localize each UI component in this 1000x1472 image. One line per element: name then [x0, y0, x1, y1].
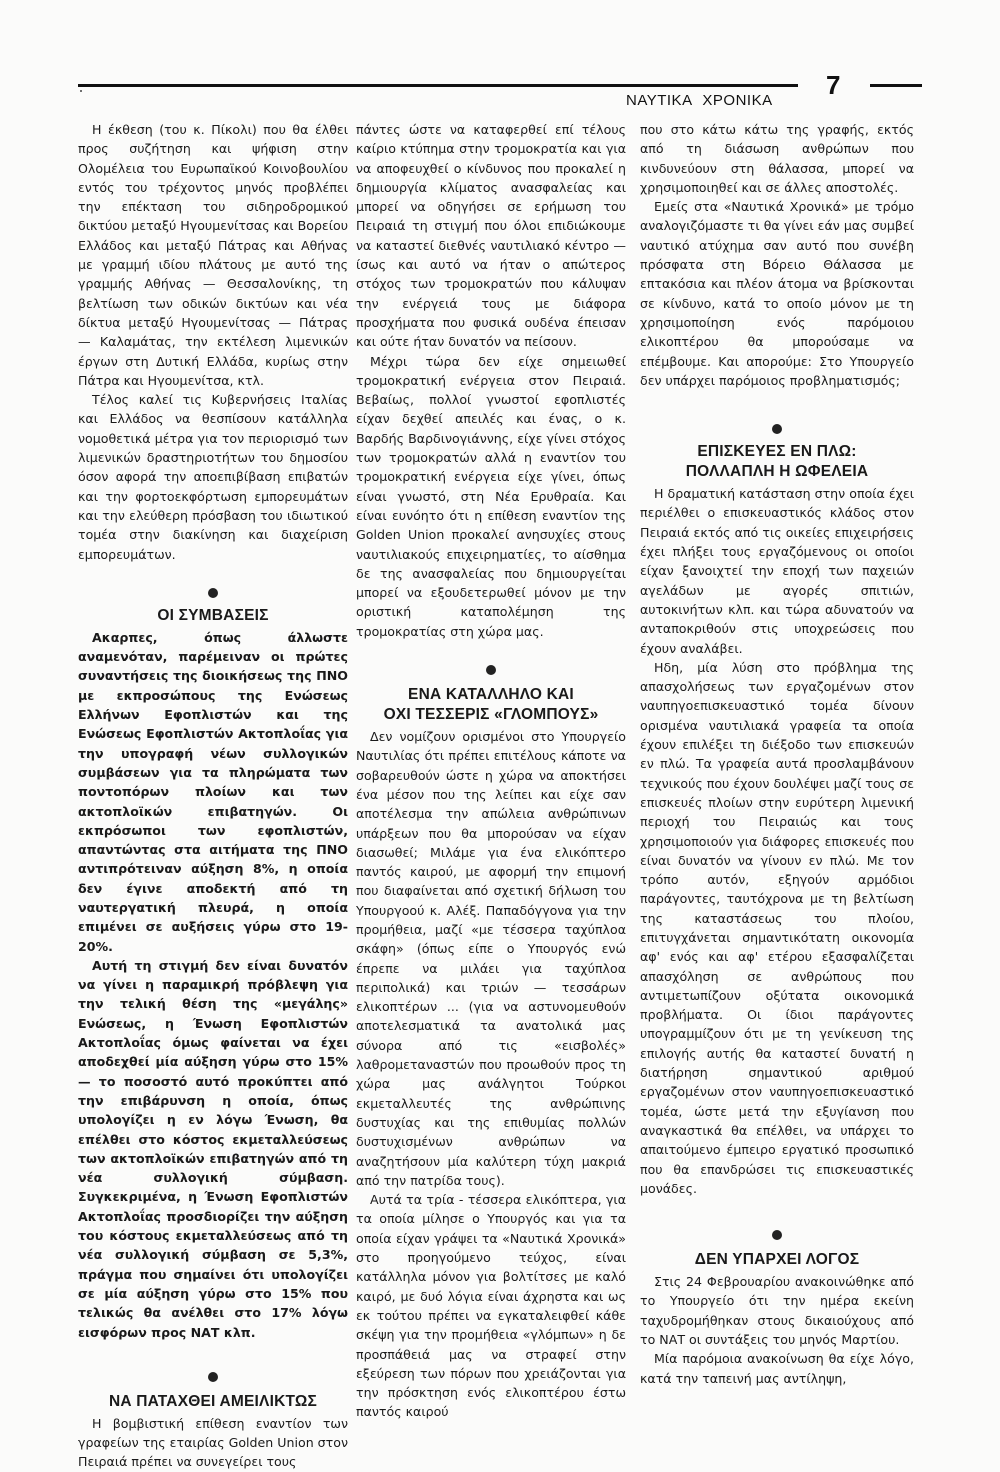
scan-speck	[80, 90, 82, 92]
paragraph: Η βομβιστική επίθεση εναντίον των γραφείων της εταιρίας Golden Union στον Πειραιά πρέπει να συνεγείρει τους	[78, 1415, 348, 1470]
paragraph: Η έκθεση (του κ. Πίκολι) που θα έλθει προς συζήτηση και ψήφιση στην Ολομέλεια του Ευρωπαϊκού Κοινοβουλίου εντός του τρέχοντος μηνός προβλέπει την επέκταση του σιδηροδρομικού δικτύου μεταξύ Ηγουμενίτσας και Βορείου Ελλάδος και μεταξύ Πάτρας και Αθήνας με γραμμή ιδίου πλάτους με αυτό της γραμμής Αθήνας — Θεσσαλονίκης, τη βελτίωση των οδικών δικτύων και νέα δίκτυα μεταξύ Ηγουμενίτσας — Πάτρας — Καλαμάτας, την εκτέλεση λιμενικών έργων στη Δυτική Ελλάδα, κυρίως στην Πάτρα και Ηγουμενίτσα, κτλ.	[78, 122, 348, 388]
paragraph: πάντες ώστε να καταφερθεί επί τέλους καίριο κτύπημα στην τρομοκρατία και για να αποφευχθεί ο κίνδυνος που προκαλεί η δημιουργία κλίματος ανασφαλείας και μπορεί να οδηγήσει σε ερήμωση του Πειραιά τη στιγμή που όλοι επιδιώκουμε να καταστεί διεθνές ναυτιλιακό κέντρο — ίσως και αυτό να ήταν ο απώτερος στόχος των τρομοκρατών που κάλυψαν την ενέργειά τους με διάφορα προσχήματα που φυσικά ουδένα έπεισαν και ούτε ήταν δυνατόν να πείσουν.	[356, 122, 626, 350]
paragraph: Δεν νομίζουν ορισμένοι στο Υπουργείο Ναυτιλίας ότι πρέπει επιτέλους κάποτε να σοβαρευθούν ώστε η χώρα να αποκτήσει ένα μέσον που της λείπει και είχε σαν αποτέλεσμα την απώλεια ανθρώπινων υπάρξεων που θα μπορούσαν να είχαν διασωθεί; Μιλάμε για ένα ελικόπτερο παντός καιρού, με αφορμή την επιμονή που διαφαίνεται από σχετική δήλωση του Υπουργοού κ. Αλέξ. Παπαδόγγονα για την προμήθεια, μαζί «με τέσσερα ταχύπλοα σκάφη» (όπως είπε ο Υπουργός ενώ έπρεπε να μιλάει για ταχύπλοα περιπολικά) και τριών — τεσσάρων ελικοπτέρων ... (για να αστυνομευθούν αποτελεσματικά τα ανατολικά μας σύνορα από τις «εισβολές» λαθρομεταναστών που προωθούν προς τη χώρα μας ανάλγητοι Τούρκοι εκμεταλλευτές της ανθρώπινης δυστυχίας και της επιθυμίας πολλών δυστυχισμένων ανθρώπων να αναζητήσουν μία καλύτερη τύχη μακριά από την πατρίδα τους).	[356, 729, 626, 1188]
paragraph: Τέλος καλεί τις Κυβερνήσεις Ιταλίας και Ελλάδος να θεσπίσουν κατάλληλα νομοθετικά μέτρα για τον περιορισμό των λιμενικών δραστηριοτήτων του δημοσίου όσον αφορά την αποεπιβίβαση επιβατών και την φορτοεκφόρτωση εμπορευμάτων και την ελεύθερη πρόσβαση του ιδιωτικού τομέα στην διακίνηση και διαχείριση εμπορευμάτων.	[78, 392, 348, 562]
section-bullet-icon	[772, 1230, 782, 1240]
section-bullet-icon	[486, 665, 496, 675]
section-heading: ΔΕΝ ΥΠΑΡΧΕΙ ΛΟΓΟΣ	[694, 1251, 860, 1269]
section-bullet-icon	[208, 588, 218, 598]
column-2	[356, 120, 626, 1422]
paragraph: Η δραματική κατάσταση στην οποία έχει περιέλθει ο επισκευαστικός κλάδος στον Πειραιά εκτός από τις οικείες επιχειρήσεις έχει πλήξει τους εργαζόμενους οι οποίοι είχαν ξανοιχτεί την εποχή των παχειών αγελάδων με αγορές σπιτιών, αυτοκινήτων κλπ. και τώρα αδυνατούν να ανταποκριθούν στις υποχρεώσεις που έχουν αναλάβει.	[640, 486, 914, 656]
column-3	[640, 120, 914, 1388]
section-heading-line-1: ΕΝΑ ΚΑΤΑΛΛΗΛΟ ΚΑΙ	[408, 686, 574, 704]
paragraph: Ακαρπες, όπως άλλωστε αναμενόταν, παρέμειναν οι πρώτες συναντήσεις της διοικήσεως της ΠΝΟ με εκπροσώπους της Ενώσεως Ελλήνων Εφοπλιστών και της Ενώσεως Εφοπλιστών Ακτοπλοΐας για την υπογραφή νέων συλλογικών συμβάσεων για τα πληρώματα των ποντοπόρων πλοίων και των ακτοπλοϊκών επιβατηγών. Οι εκπρόσωποι των εφοπλιστών, απαντώντας στα αιτήματα της ΠΝΟ αντιπρότειναν αύξηση 8%, η οποία δεν έγινε αποδεκτή από τη ναυτεργατική πλευρά, η οποία επιμένει σε αυξήσεις γύρω στο 19-20%.	[78, 629, 348, 954]
section-heading: ΟΙ ΣΥΜΒΑΣΕΙΣ	[157, 606, 269, 624]
section-bullet-icon	[772, 424, 782, 434]
paragraph: Ηδη, μία λύση στο πρόβλημα της απασχολήσεως των εργαζομένων στον ναυπηγοεπισκευαστικό τομέα δίνουν ορισμένα ναυτιλιακά γραφεία τα οποία έχουν επιλέξει τη διέξοδο των επισκευών εν πλώ. Τα γραφεία αυτά προσλαμβάνουν τεχνικούς που έχουν δουλέψει μαζί τους σε επισκευές πλοίων στην ευρύτερη λιμενική περιοχή του Πειραιώς και τους χρησιμοποιούν για διάφορες επισκευές που είναι δυνατόν να γίνουν εν πλώ. Με τον τρόπο αυτόν, εξηγούν αρμόδιοι παράγοντες, ταυτόχρονα με τη βελτίωση της καταστάσεως του πλοίου, επιτυγχάνεται σημαντικότατη οικονομία αφ' ενός και αφ' ετέρου εξασφαλίζεται απασχόληση σε ανθρώπους που αντιμετωπίζουν οξύτατα οικονομικά προβλήματα. Οι ίδιοι παράγοντες υπογραμμίζουν ότι με τη γενίκευση της επιλογής αυτής θα καταστεί δυνατή η διατήρηση σημαντικού αριθμού εργαζομένων στον ναυπηγοεπισκευαστικό τομέα, ώστε μετά την εξυγίανση που αναγκαστικά θα επέλθει, να υπάρχει το απαιτούμενο έμπειρο εργατικό προσωπικό που θα επανδρώσει τις επισκευαστικές μονάδες.	[640, 659, 914, 1196]
section-heading-line-2: ΠΟΛΛΑΠΛΗ Η ΩΦΕΛΕΙΑ	[685, 463, 869, 481]
paragraph: Μέχρι τώρα δεν είχε σημειωθεί τρομοκρατική ενέργεια στον Πειραιά. Βεβαίως, πολλοί γνωστοί εφοπλιστές είχαν δεχθεί απειλές και ένας, ο κ. Βαρδής Βαρδινογιάννης, είχε γίνει στόχος των τρομοκρατών αλλά η εναντίον του τρομοκρατική ενέργεια είχε γίνει, όπως είναι γνωστό, στη Νέα Ερυθραία. Και είναι ευνόητο ότι η επίθεση εναντίον της Golden Union προκαλεί ανησυχίες στους ναυτιλιακούς επιχειρηματίες, το αίσθημα δε της ανασφαλείας που δημιουργείται μπορεί να εξουδετερωθεί μόνον με την οριστική καταπολέμηση της τρομοκρατίας στη χώρα μας.	[356, 353, 626, 639]
section-heading-line-2: ΟΧΙ ΤΕΣΣΕΡΙΣ «ΓΛΟΜΠΟΥΣ»	[383, 706, 599, 724]
section-bullet-icon	[208, 1372, 218, 1382]
page-number: 7	[826, 70, 841, 100]
header-rule-right	[870, 84, 922, 87]
column-1	[78, 120, 348, 1472]
article-body-bold	[78, 628, 348, 1342]
section-heading-line-1: ΕΠΙΣΚΕΥΕΣ ΕΝ ΠΛΩ:	[697, 443, 857, 461]
publication-title: ΝΑΥΤΙΚΑ ΧΡΟΝΙΚΑ	[626, 92, 773, 109]
header-rule-left	[78, 84, 798, 87]
paragraph: που στο κάτω κάτω της γραφής, εκτός από τη διάσωση ανθρώπων που κινδυνεύουν στη θάλασσα, μπορεί να χρησιμοποιηθεί και σε άλλες αποστολές.	[640, 122, 914, 195]
paragraph: Αυτή τη στιγμή δεν είναι δυνατόν να γίνει η παραμικρή πρόβλεψη για την τελική θέση της «μεγάλης» Ενώσεως, η Ένωση Εφοπλιστών Ακτοπλοΐας όμως φαίνεται να έχει αποδεχθεί μία αύξηση γύρω στο 15% — το ποσοστό αυτό προκύπτει από την επιβάρυνση η οποία, όπως υπολογίζει η εν λόγω Ένωση, θα επέλθει στο κόστος εκμεταλλεύσεως των ακτοπλοϊκών επιβατηγών από τη νέα συλλογική σύμβαση. Συγκεκριμένα, η Ένωση Εφοπλιστών Ακτοπλοΐας προσδιορίζει την αύξηση του κόστους εκμεταλλεύσεως από τη νέα συλλογική σύμβαση σε 5,3%, πράγμα που σημαίνει ότι υπολογίζει σε μία αύξηση γύρω στο 15% που τελικώς θα ανέλθει στο 17% λόγω εισφόρων προς ΝΑΤ κλπ.	[78, 957, 348, 1340]
paragraph: Στις 24 Φεβρουαρίου ανακοινώθηκε από το Υπουργείο ότι την ημέρα εκείνη ταχυδρομήθηκαν στους δικαιούχους από το ΝΑΤ οι συντάξεις του μηνός Μαρτίου.	[640, 1274, 914, 1348]
section-heading: ΝΑ ΠΑΤΑΧΘΕΙ ΑΜΕΙΛΙΚΤΩΣ	[109, 1392, 317, 1410]
paragraph: Μία παρόμοια ανακοίνωση θα είχε λόγο, κατά την ταπεινή μας αντίληψη,	[640, 1351, 914, 1386]
paragraph: Αυτά τα τρία - τέσσερα ελικόπτερα, για τα οποία μίλησε ο Υπουργός και για τα οποία είχαν γράψει τα «Ναυτικά Χρονικά» στο προηγούμενο τεύχος, είναι κατάλληλα μόνον για βολτίτσες με καλό καιρό, με δυό λόγια είναι άχρηστα και ως εκ τούτου πρέπει να εγκαταλειφθεί κάθε σκέψη για την προμήθεια «γλόμπων» η δε προσπάθειά μας να στραφεί στην εξεύρεση των πόρων που χρειάζονται για την πρόσκτηση ενός ελικοπτέρου έστω παντός καιρού	[356, 1192, 626, 1420]
paragraph: Εμείς στα «Ναυτικά Χρονικά» με τρόμο αναλογιζόμαστε τι θα γίνει εάν μας συμβεί ναυτικό ατύχημα σαν αυτό που συνέβη πρόσφατα στη Βόρειο Θάλασσα με επτακόσια και πλέον άτομα να βρίσκονται σε κίνδυνο, κατά το οποίο μόνον με τη χρησιμοποίηση ενός παρόμοιου ελικοπτέρου θα μπορούσαμε να επέμβουμε. Και απορούμε: Στο Υπουργείο δεν υπάρχει παρόμοιος προβληματισμός;	[640, 199, 914, 388]
